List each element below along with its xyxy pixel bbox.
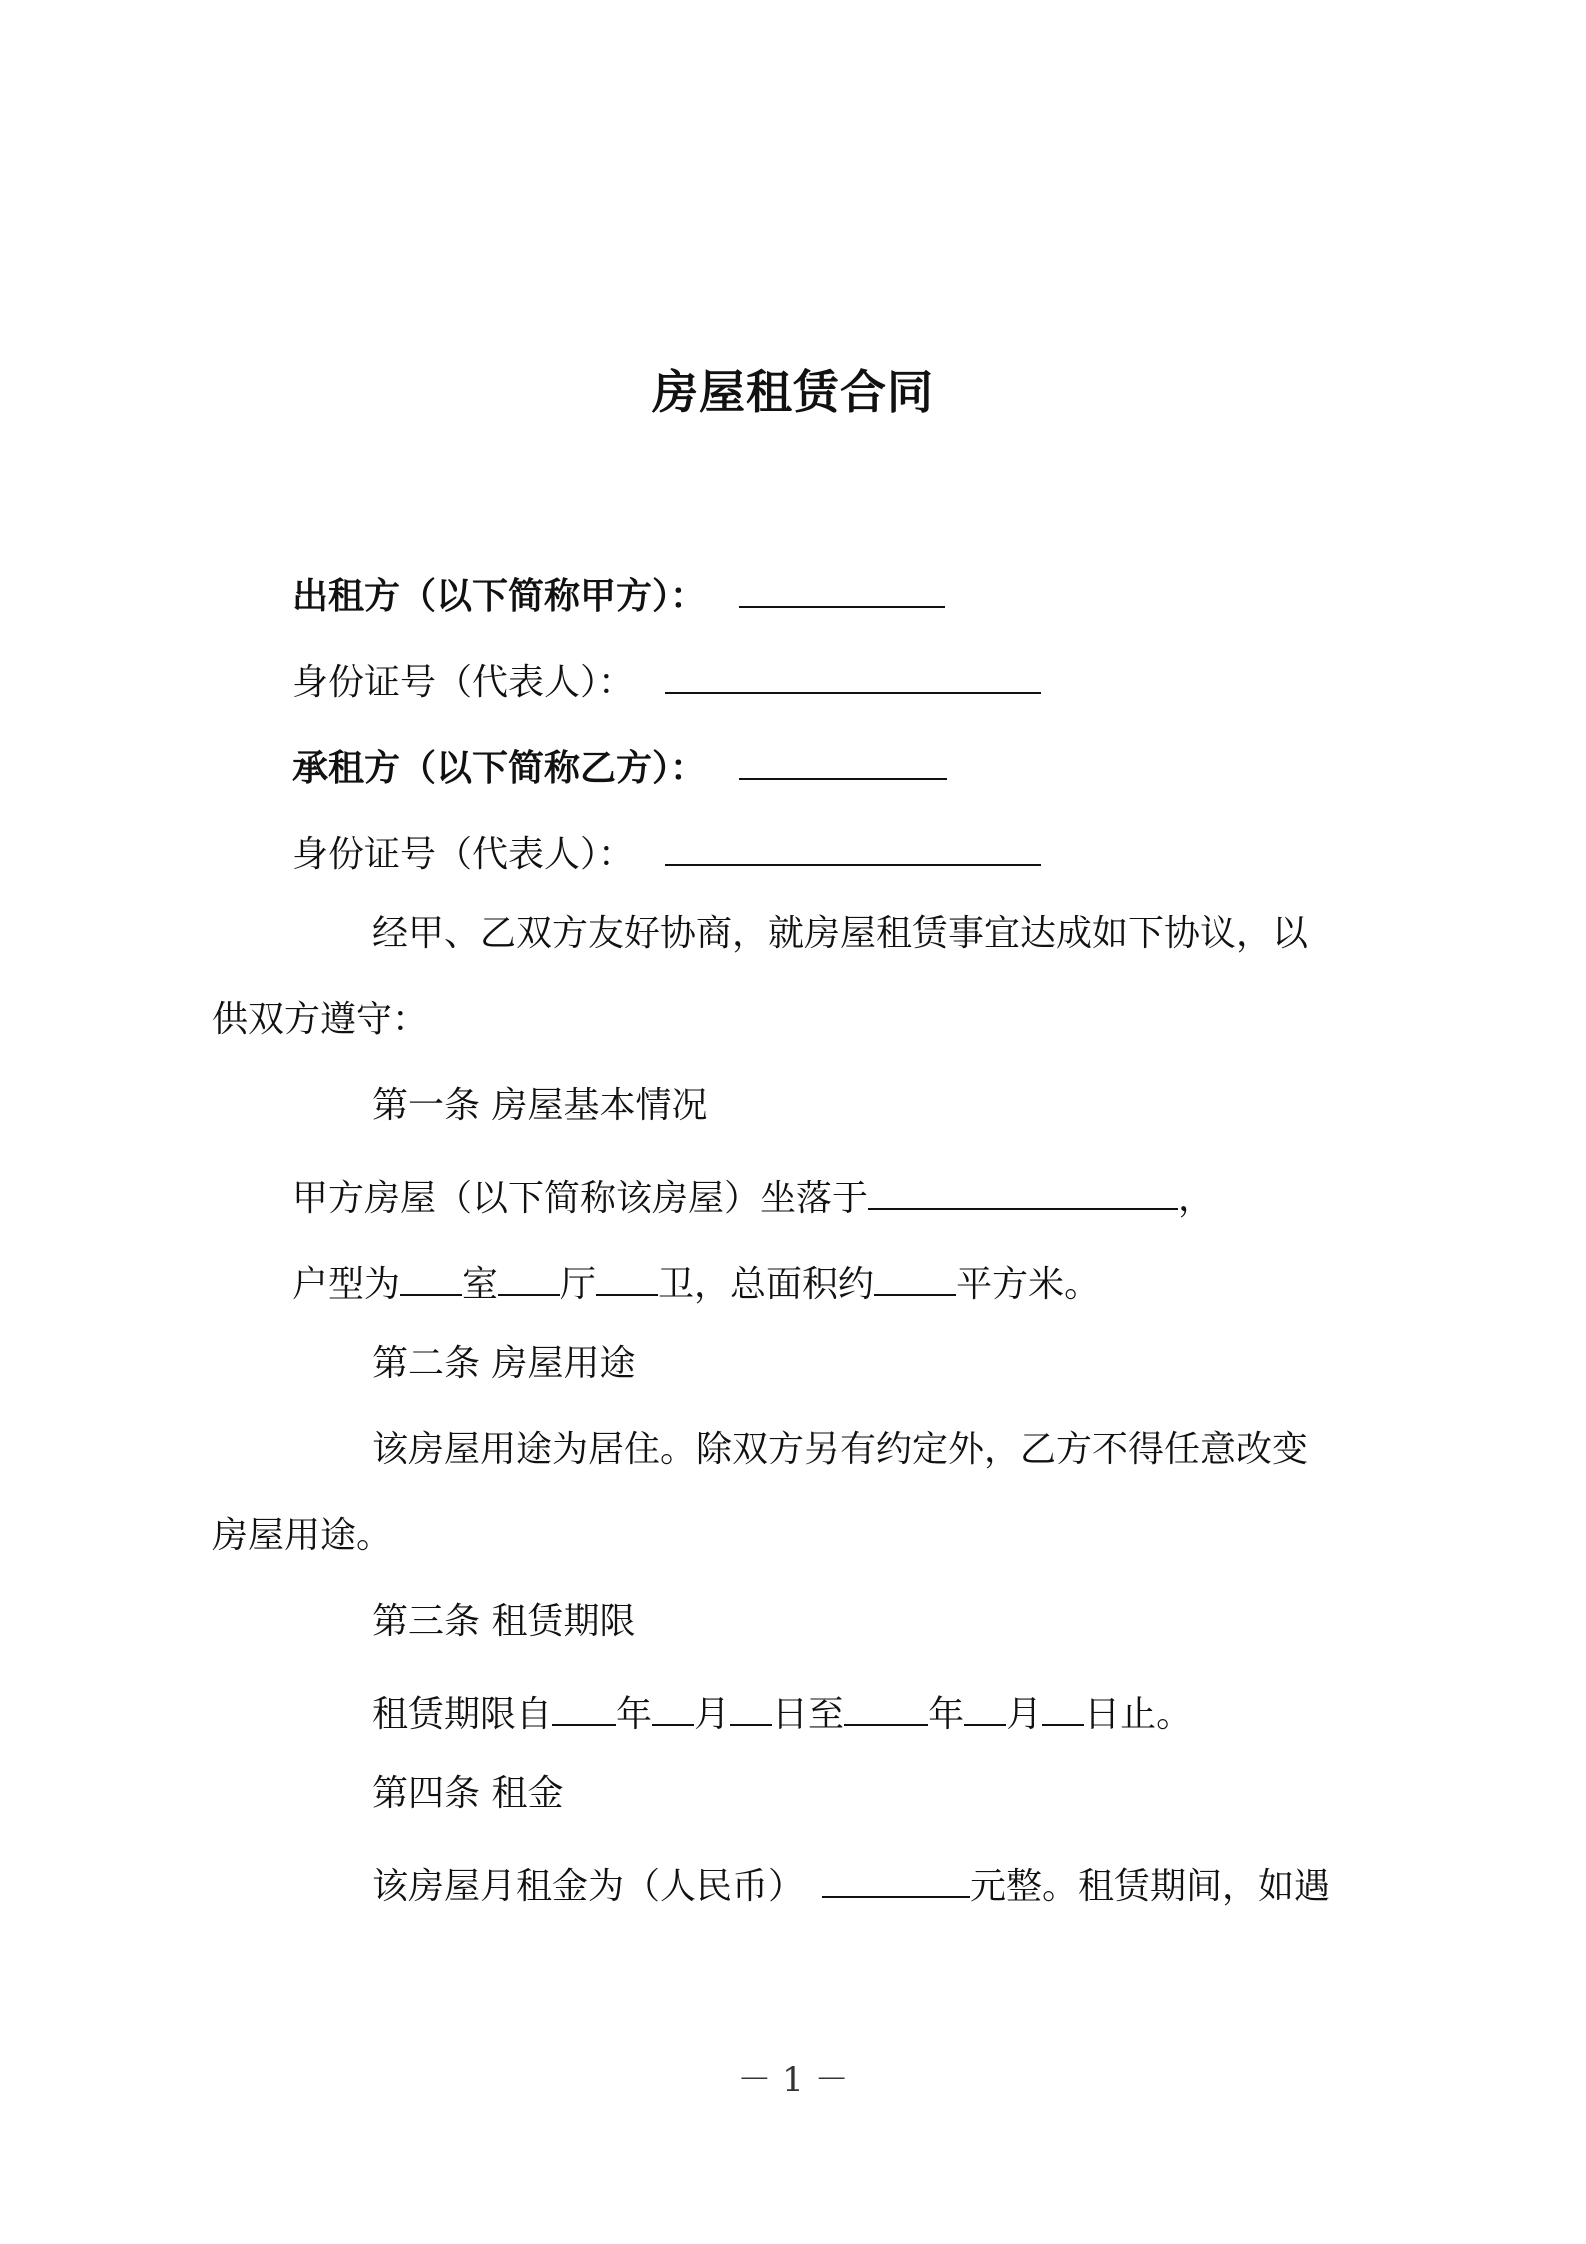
end-month-blank[interactable]: [964, 1684, 1006, 1726]
end-year-label: 年: [928, 1694, 965, 1735]
layout-prefix: 户型为: [292, 1264, 401, 1305]
article2-line-1: 该房屋用途为居住。除双方另有约定外，乙方不得任意改变: [372, 1429, 1309, 1470]
area-unit: 平方米。: [956, 1264, 1101, 1305]
end-day-blank[interactable]: [1042, 1684, 1084, 1726]
lessor-id-label: 身份证号（代表人）：: [292, 662, 635, 703]
lessor-blank[interactable]: [739, 566, 945, 608]
lessor-id-blank[interactable]: [665, 652, 1041, 694]
hall-count-blank[interactable]: [498, 1254, 560, 1296]
article1-layout-row: [292, 1254, 1100, 1309]
end-day-label: 日止。: [1084, 1694, 1193, 1735]
start-year-blank[interactable]: [552, 1684, 616, 1726]
lessee-id-blank[interactable]: [665, 824, 1041, 866]
lessee-id-row: [292, 824, 1041, 879]
location-suffix: ，: [1178, 1178, 1215, 1219]
lessee-blank[interactable]: [739, 738, 947, 780]
rent-amount-blank[interactable]: [822, 1856, 970, 1898]
start-year-label: 年: [616, 1694, 653, 1735]
bath-count-blank[interactable]: [596, 1254, 658, 1296]
lessor-id-row: [292, 652, 1041, 707]
intro-line-1: 经甲、乙双方友好协商，就房屋租赁事宜达成如下协议，以: [372, 913, 1309, 954]
end-year-blank[interactable]: [844, 1684, 928, 1726]
location-prefix: 甲方房屋（以下简称该房屋）坐落于: [292, 1178, 869, 1219]
article3-heading: 第三条 租赁期限: [372, 1601, 636, 1642]
page-number: － 1 －: [737, 2060, 849, 2100]
start-day-blank[interactable]: [730, 1684, 772, 1726]
term-prefix: 租赁期限自: [372, 1694, 553, 1735]
lessor-row: [292, 566, 945, 621]
rent-prefix: 该房屋月租金为（人民币）: [372, 1866, 805, 1907]
rent-suffix: 元整。租赁期间，如遇: [970, 1866, 1331, 1907]
article1-heading: 第一条 房屋基本情况: [372, 1085, 708, 1126]
room-count-blank[interactable]: [400, 1254, 462, 1296]
article2-line-2: 房屋用途。: [212, 1515, 393, 1556]
lessor-label: 出租方（以下简称甲方）：: [292, 576, 707, 617]
intro-line-2: 供双方遵守：: [212, 999, 429, 1040]
article2-heading: 第二条 房屋用途: [372, 1343, 636, 1384]
hall-label: 厅: [560, 1264, 597, 1305]
start-month-blank[interactable]: [652, 1684, 694, 1726]
document-title: 房屋租赁合同: [652, 365, 934, 419]
start-month-label: 月: [694, 1694, 731, 1735]
article4-rent-row: [372, 1856, 1330, 1911]
lessee-id-label: 身份证号（代表人）：: [292, 834, 635, 875]
article3-term-row: [372, 1684, 1192, 1739]
article4-heading: 第四条 租金: [372, 1773, 564, 1814]
article1-location-row: [292, 1168, 1214, 1223]
lessee-label: 承租方（以下简称乙方）：: [292, 748, 707, 789]
end-month-label: 月: [1006, 1694, 1043, 1735]
area-blank[interactable]: [874, 1254, 956, 1296]
start-day-to-label: 日至: [772, 1694, 845, 1735]
location-blank[interactable]: [868, 1168, 1178, 1210]
lessee-row: [292, 738, 947, 793]
room-label: 室: [462, 1264, 499, 1305]
bath-label: 卫，总面积约: [658, 1264, 875, 1305]
